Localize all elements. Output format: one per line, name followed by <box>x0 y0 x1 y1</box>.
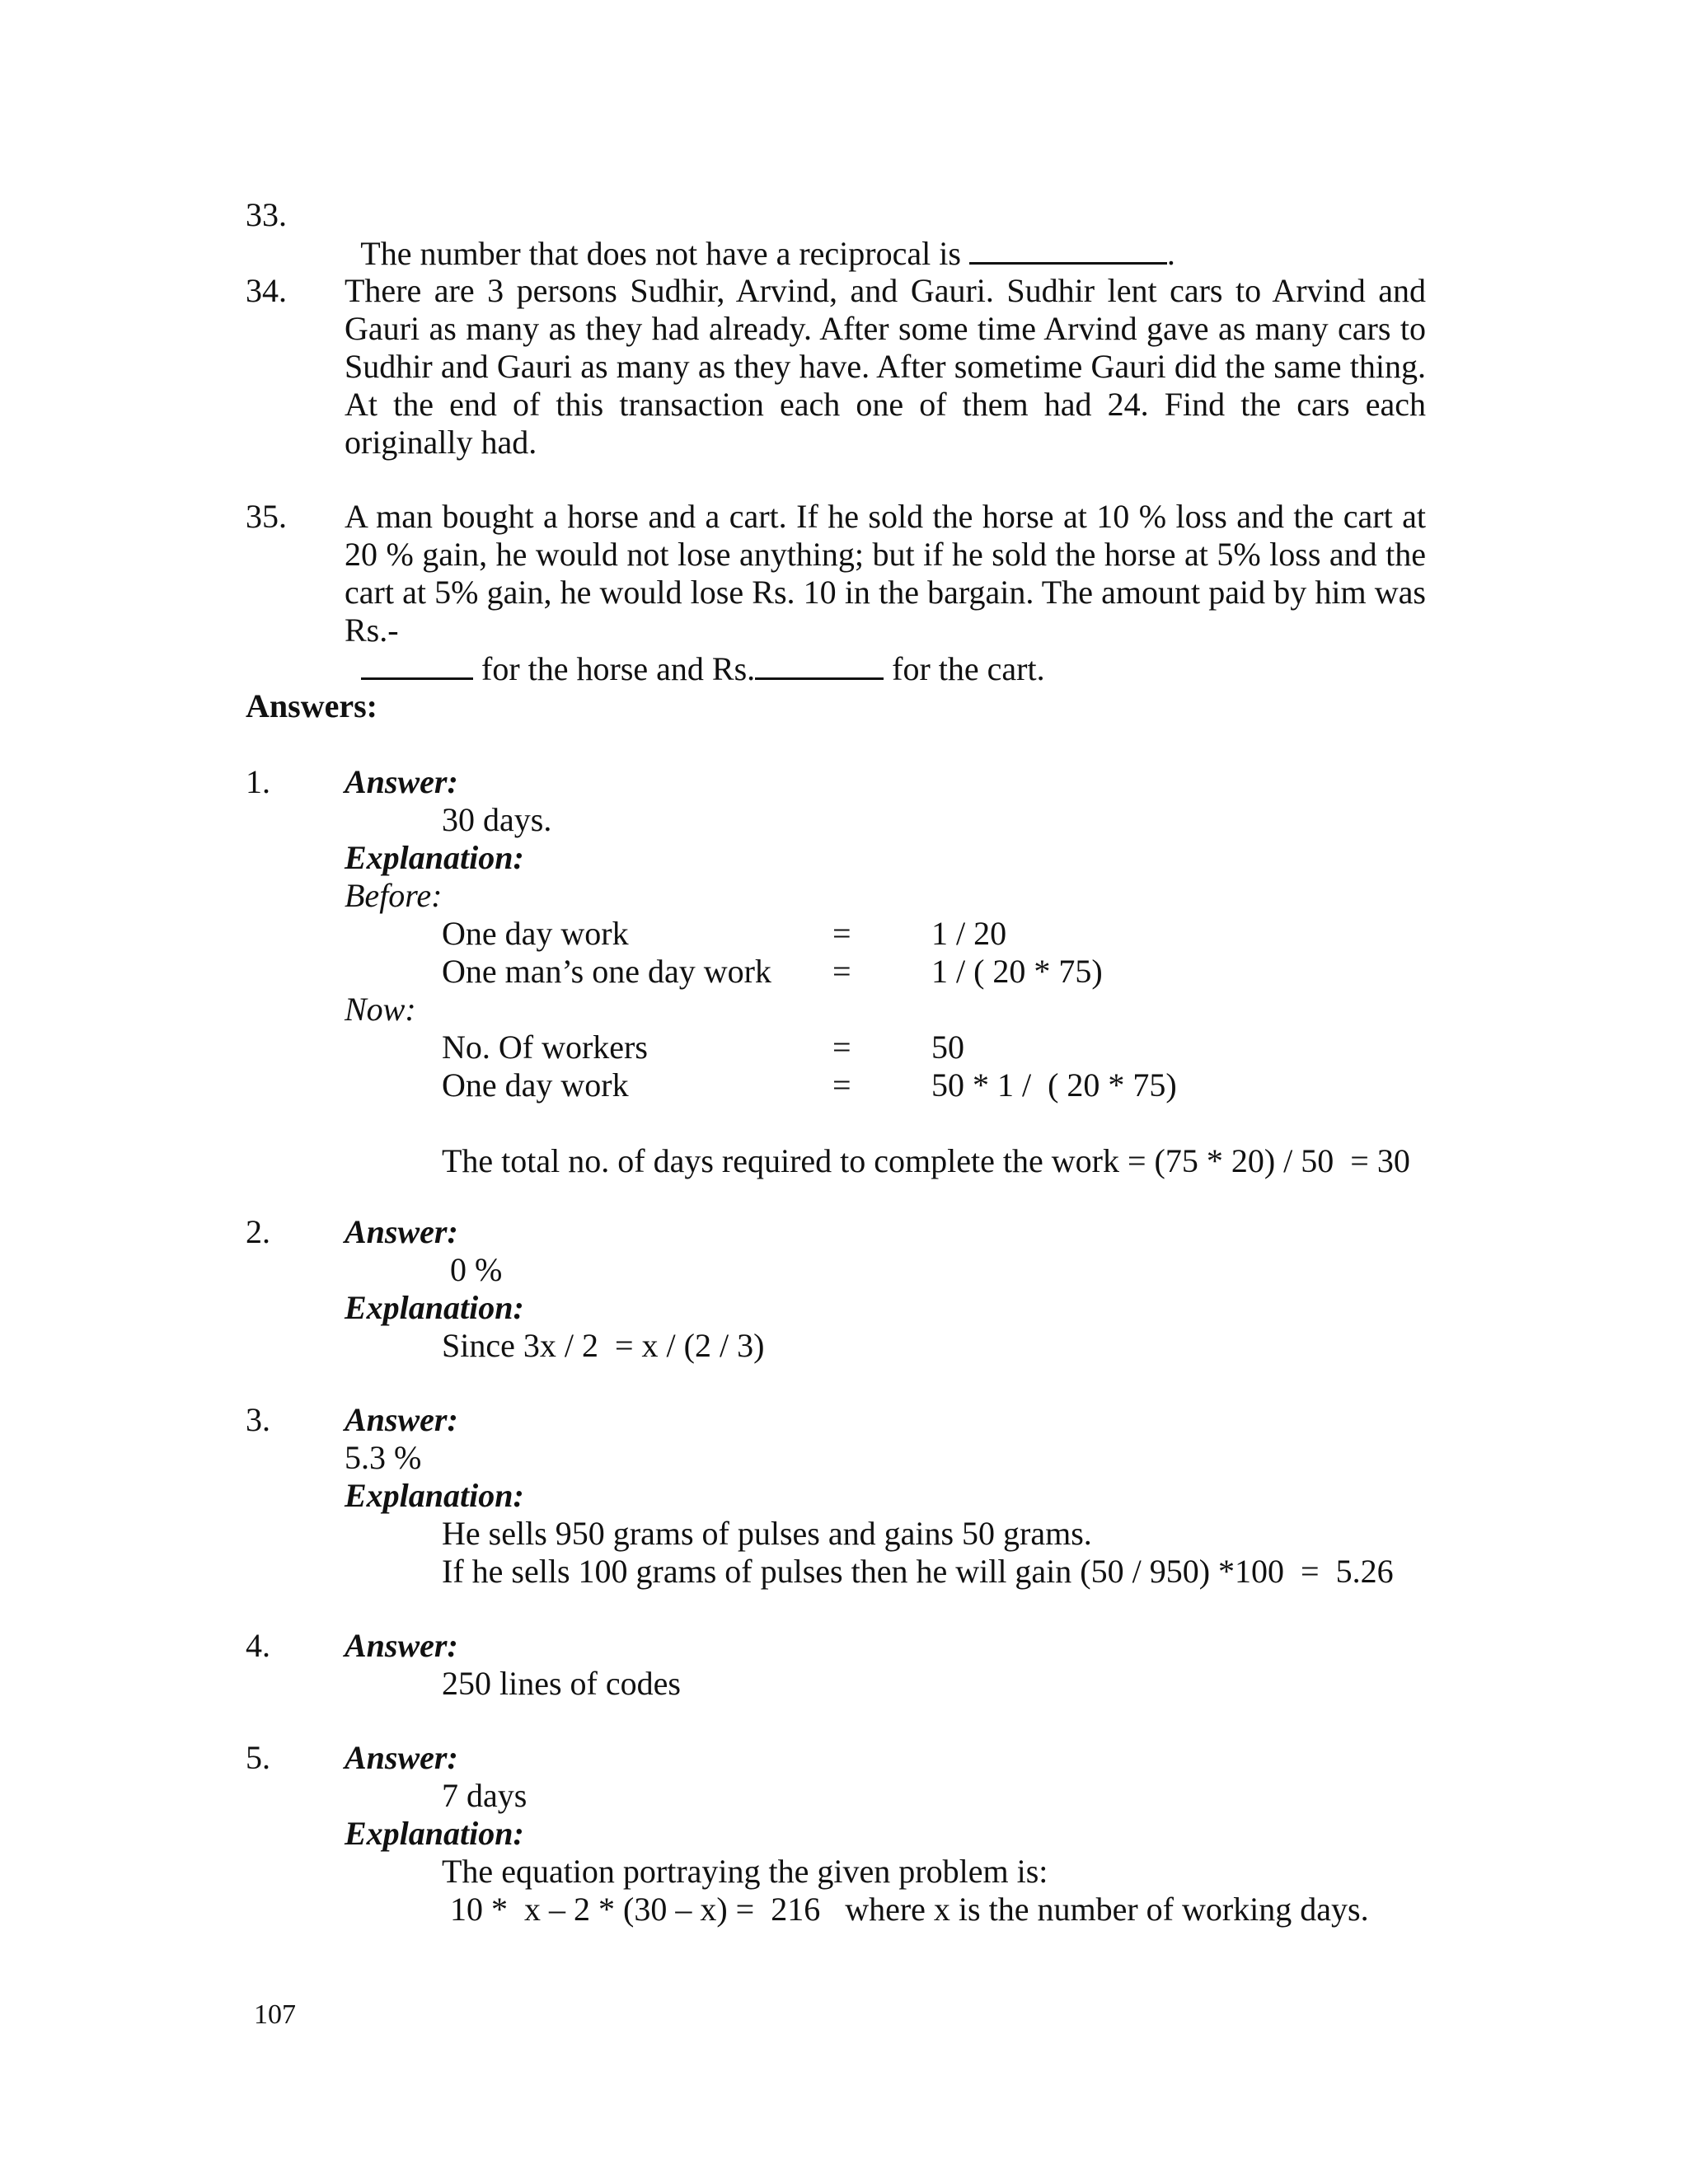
row-label: One day work <box>442 915 629 952</box>
answer-value: 30 days. <box>442 801 552 838</box>
answer-label: Answer: <box>345 1213 458 1250</box>
answer-label: Answer: <box>345 1627 458 1664</box>
question-number: 33. <box>246 196 287 233</box>
row-equals: = <box>832 1029 851 1066</box>
answer-value: 250 lines of codes <box>442 1665 681 1702</box>
question-text <box>345 196 1175 273</box>
answer-value: 7 days <box>442 1777 528 1814</box>
row-equals: = <box>832 1066 851 1104</box>
row-value: 1 / 20 <box>931 915 1007 952</box>
row-value: 50 * 1 / ( 20 * 75) <box>931 1066 1177 1104</box>
row-equals: = <box>832 915 851 952</box>
explanation-text: Since 3x / 2 = x / (2 / 3) <box>442 1327 765 1364</box>
question-number: 35. <box>246 498 287 535</box>
answer-blank <box>361 649 473 680</box>
explanation-label: Explanation: <box>345 1815 524 1852</box>
question-number: 34. <box>246 272 287 309</box>
answer-value: 0 % <box>450 1251 503 1288</box>
equation-text: 10 * x – 2 * (30 – x) = 216 where x is the number of working days. <box>450 1891 1369 1928</box>
explanation-text: If he sells 100 grams of pulses then he will gain (50 / 950) *100 = 5.26 <box>442 1553 1394 1590</box>
page-number: 107 <box>254 1999 296 2030</box>
row-label: No. Of workers <box>442 1029 648 1066</box>
row-label: One man’s one day work <box>442 953 771 990</box>
answer-label: Answer: <box>345 1739 458 1776</box>
answer-blank <box>755 649 884 680</box>
answer-number: 1. <box>246 763 270 800</box>
explanation-label: Explanation: <box>345 839 524 876</box>
question-text-part: for the horse and Rs. <box>481 650 756 687</box>
row-equals: = <box>832 953 851 990</box>
answer-blank <box>969 234 1167 265</box>
row-label: One day work <box>442 1066 629 1104</box>
row-value: 1 / ( 20 * 75) <box>931 953 1103 990</box>
answer-label: Answer: <box>345 1401 458 1438</box>
answer-number: 5. <box>246 1739 270 1776</box>
question-text: There are 3 persons Sudhir, Arvind, and Gauri. Sudhir lent cars to Arvind and Gauri as many as they had already. After some time Arvind gave as many cars to Sudhir and Gauri as many as they have. After sometime Gauri did the same thing. At the end of this transaction each one of them had 24. Find the cars each originally had. <box>345 272 1426 461</box>
answer-number: 4. <box>246 1627 270 1664</box>
answer-value: 5.3 % <box>345 1439 422 1476</box>
question-text-part: . <box>1166 235 1175 272</box>
total-days-line: The total no. of days required to complete the work = (75 * 20) / 50 = 30 <box>442 1142 1410 1179</box>
before-label: Before: <box>345 877 443 914</box>
row-value: 50 <box>931 1029 964 1066</box>
now-label: Now: <box>345 991 416 1028</box>
question-text-part: for the cart. <box>892 650 1045 687</box>
question-text-line <box>345 612 1045 688</box>
question-text-part: The number that does not have a reciprocal is <box>360 235 961 272</box>
explanation-text: The equation portraying the given problem is: <box>442 1853 1048 1890</box>
explanation-text: He sells 950 grams of pulses and gains 50 grams. <box>442 1515 1092 1552</box>
answer-number: 3. <box>246 1401 270 1438</box>
explanation-label: Explanation: <box>345 1289 524 1326</box>
answer-label: Answer: <box>345 763 458 800</box>
answer-number: 2. <box>246 1213 270 1250</box>
question-text: A man bought a horse and a cart. If he sold the horse at 10 % loss and the cart at 20 % gain, he would not lose anything; but if he sold the horse at 5% loss and the cart at 5% gain, he would lose Rs. 10 in the bargain. The amount paid by him was Rs.- <box>345 498 1426 649</box>
explanation-label: Explanation: <box>345 1477 524 1514</box>
answers-heading: Answers: <box>246 687 377 724</box>
